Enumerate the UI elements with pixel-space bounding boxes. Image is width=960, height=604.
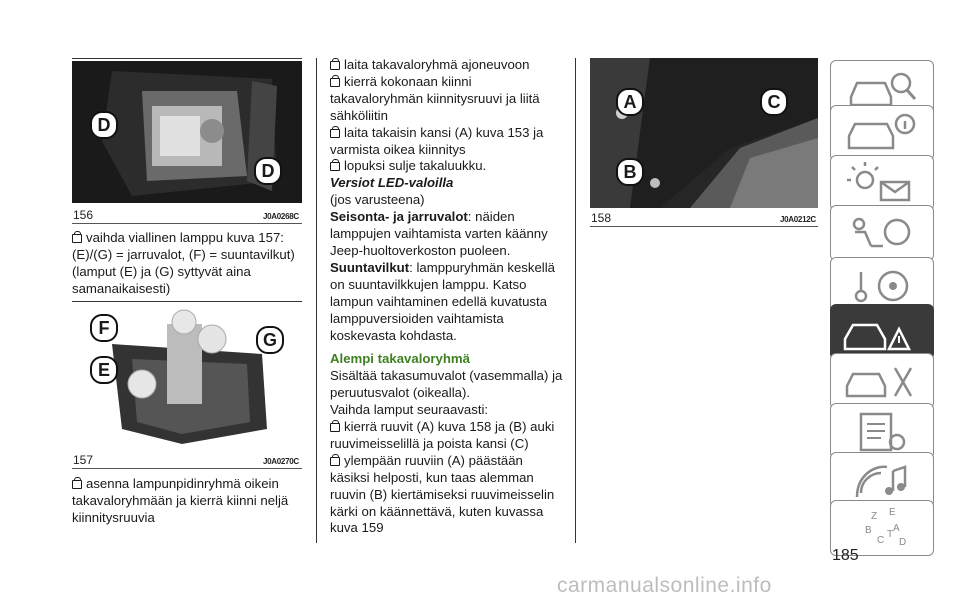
step-lopuksi-text: lopuksi sulje takaluukku. (344, 158, 487, 174)
versiot-heading: Versiot LED-valoilla (330, 175, 454, 191)
index-letter-c: C (877, 535, 885, 546)
figure-157-underline (72, 468, 302, 469)
callout-g: G (256, 326, 284, 354)
seisonta-paragraph (330, 209, 566, 260)
index-letter-z: Z (871, 511, 878, 522)
index-letter-d: D (899, 537, 907, 548)
figure-157-photo (72, 304, 302, 449)
bulb-bullet-icon (330, 129, 340, 138)
figure-156-photo (72, 61, 302, 203)
figure-157-top-rule (72, 301, 302, 302)
alempi-text: Sisältää takasumuvalot (vasemmalla) ja peruutusvalot (oikealla). (330, 368, 563, 401)
suunta-paragraph (330, 260, 566, 345)
column-divider-2 (575, 58, 576, 543)
step-laita-text: laita takavaloryhmä ajoneuvoon (344, 57, 530, 72)
figure-158-photo (590, 58, 818, 208)
bulb-bullet-icon (330, 78, 340, 87)
sidebar-tile-warning-lights[interactable] (830, 155, 934, 211)
column1-step-vaihda (72, 230, 304, 298)
index-letter-e: E (889, 507, 896, 518)
index-letter-a: A (893, 523, 900, 534)
figure-158-underline (590, 226, 818, 227)
car-service-icon (831, 354, 935, 410)
callout-e: E (90, 356, 118, 384)
callout-a: A (616, 88, 644, 116)
figure-158-code: J0A0212C (780, 215, 816, 224)
watermark: carmanualsonline.info (557, 574, 772, 597)
callout-b: B (616, 158, 644, 186)
seisonta-term: Seisonta- ja jarruvalot (330, 209, 468, 225)
step-vaihda-text: vaihda viallinen lamppu kuva 157: (E)/(G) = jarruvalot, (F) = suuntavilkut) (lamput (E) ja (G) syttyvät aina samanaikaisesti) (72, 230, 295, 296)
page-number: 185 (832, 547, 859, 564)
top-rule-col1 (72, 58, 302, 59)
step-ylempaan-text: ylempään ruuviin (A) päästään käsiksi helposti, kun taas alemman ruuvin (B) kiertämiseksi ruuvimeisselin kärki on käännettävä, kuten kuvassa kuva 159 (330, 452, 555, 536)
column2-text (330, 57, 566, 537)
bulb-bullet-icon (330, 61, 340, 70)
column-divider-1 (316, 58, 317, 543)
warning-lights-icon (831, 156, 935, 212)
step-asenna-text: asenna lampunpidinryhmä oikein takavaloryhmään ja kierrä kiinni neljä kiinnitysruuvia (72, 476, 289, 525)
sidebar-tile-car-service[interactable] (830, 353, 934, 409)
index-letter-t: T (887, 529, 894, 540)
bulb-bullet-icon (330, 423, 340, 432)
figure-157-number: 157 (73, 453, 94, 467)
figure-158-number: 158 (591, 211, 612, 225)
step-ruuvit-text: kierrä ruuvit (A) kuva 158 ja (B) auki ruuvimeisselillä ja poista kansi (C) (330, 419, 555, 451)
figure-156-number: 156 (73, 208, 94, 222)
callout-c: C (760, 88, 788, 116)
versiot-note: (jos varusteena) (330, 192, 425, 208)
bulb-bullet-icon (330, 162, 340, 171)
sidebar-tile-specifications[interactable] (830, 403, 934, 459)
figure-156-underline (72, 223, 302, 224)
suunta-text: : lamppuryhmän keskellä on suuntavilkkujen lamppu. Katso lampun vaihtaminen edellä kuvatusta lamppuversioiden vaihtamista koskevasta kohdasta. (330, 259, 556, 343)
alempi-heading: Alempi takavaloryhmä (330, 351, 470, 367)
callout-d-left: D (90, 111, 118, 139)
index-letter-b: B (865, 525, 872, 536)
bulb-bullet-icon (72, 480, 82, 489)
car-info-icon (831, 106, 935, 162)
suunta-term: Suuntavilkut (330, 259, 410, 275)
step-laita-kansi-text: laita takaisin kansi (A) kuva 153 ja varmista oikea kiinnitys (330, 124, 544, 157)
bulb-bullet-icon (72, 234, 82, 243)
seisonta-text: : näiden lamppujen vaihtamista varten käänny Jeep-huoltoverkoston puoleen. (330, 209, 548, 258)
figure-156-code: J0A0268C (263, 212, 299, 221)
vaihda-lamput: Vaihda lamput seuraavasti: (330, 402, 489, 418)
step-kierra-text: kierrä kokonaan kiinni takavaloryhmän kiinnitysruuvi ja liitä sähköliitin (330, 73, 540, 123)
callout-d-right: D (254, 157, 282, 185)
sidebar-tile-car-info[interactable] (830, 105, 934, 161)
callout-f: F (90, 314, 118, 342)
column1-step-asenna (72, 476, 304, 527)
sidebar-tile-car-airbag[interactable] (830, 205, 934, 261)
car-airbag-icon (831, 206, 935, 262)
bulb-bullet-icon (330, 457, 340, 466)
figure-157-code: J0A0270C (263, 457, 299, 466)
sidebar-tile-car-breakdown[interactable] (830, 304, 934, 360)
